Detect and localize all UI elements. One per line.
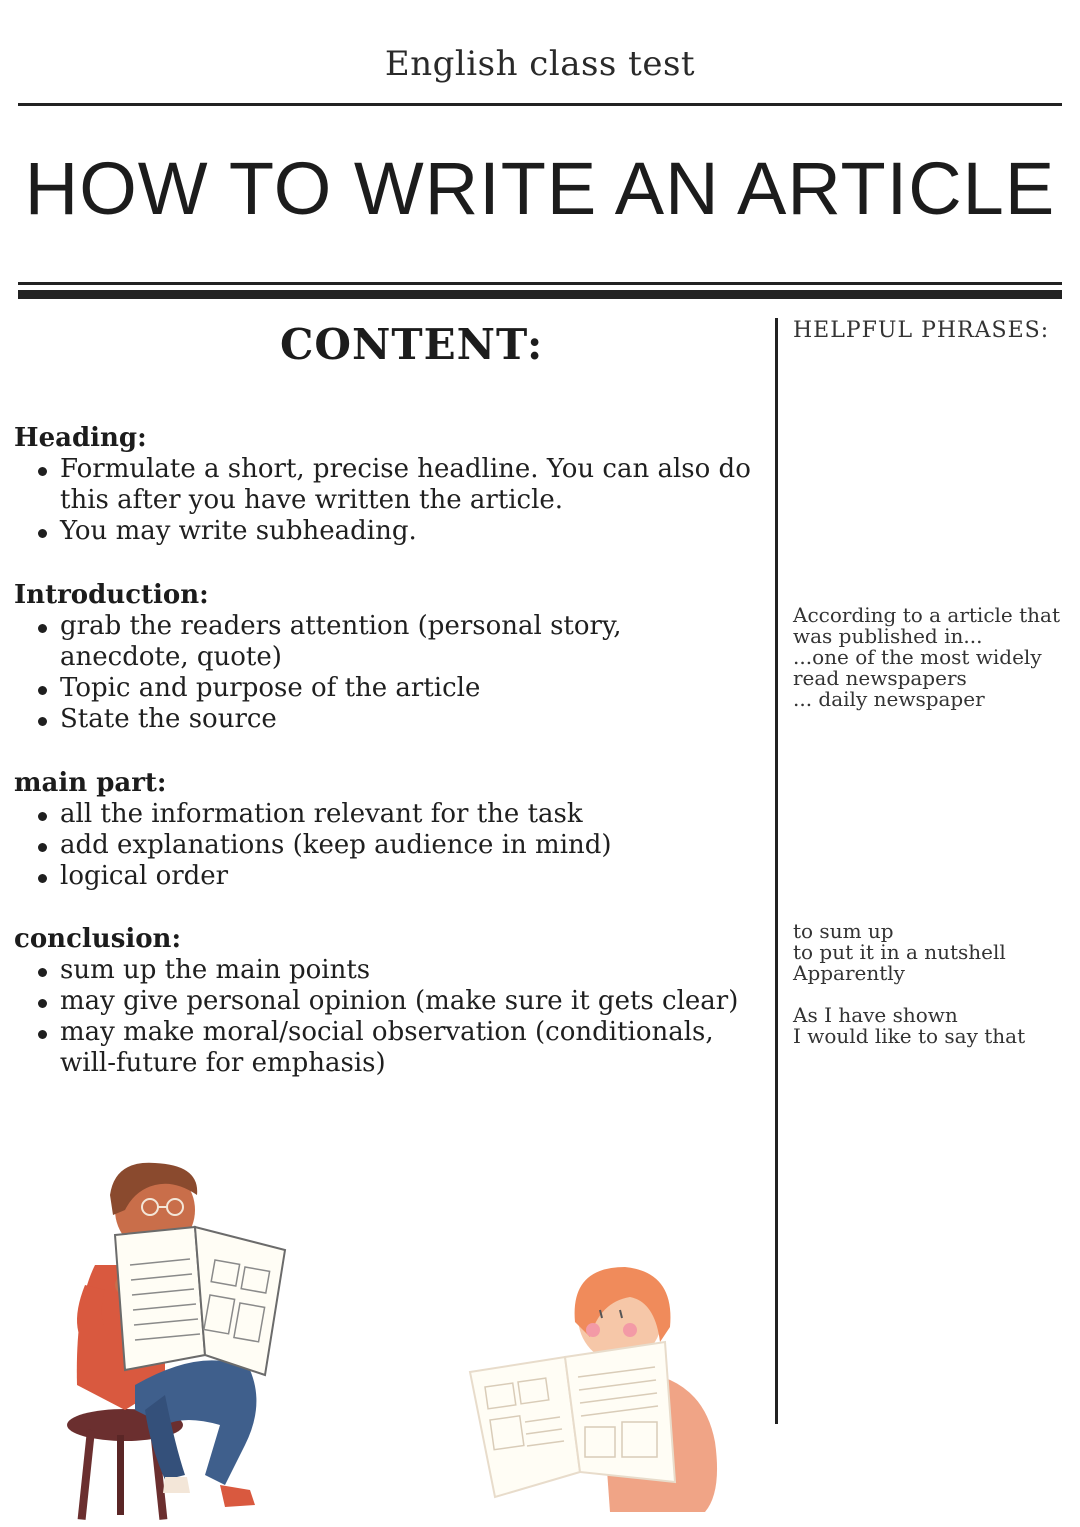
section-title: Heading: [14, 423, 147, 453]
section-heading [14, 423, 774, 547]
section-title: conclusion: [14, 924, 182, 954]
bullet-item: State the source [14, 704, 774, 735]
phrase-line: Apparently [793, 961, 905, 985]
woman-reading-newspaper-illustration [460, 1262, 730, 1512]
title-divider-thick [18, 290, 1062, 299]
bullet-item: logical order [14, 861, 774, 892]
section-main-part [14, 768, 774, 892]
bullet-list [14, 611, 774, 735]
bullet-list [14, 454, 774, 547]
content-heading: CONTENT: [280, 320, 544, 369]
phrase-line: I would like to say that [793, 1024, 1026, 1048]
phrase-spacer [793, 984, 1078, 1005]
bullet-item: Topic and purpose of the article [14, 673, 774, 704]
bullet-item: You may write subheading. [14, 516, 774, 547]
phrases-introduction [793, 605, 1078, 710]
title-divider-thin [18, 282, 1062, 285]
phrase-line: According to a article that [793, 603, 1060, 627]
phrase-line: ...one of the most widely [793, 645, 1042, 669]
section-title: Introduction: [14, 580, 209, 610]
bullet-item: add explanations (keep audience in mind) [14, 830, 774, 861]
bullet-item: Formulate a short, precise headline. You can also do this after you have written the article. [14, 454, 774, 516]
bullet-item: may make moral/social observation (conditionals, will-future for emphasis) [14, 1017, 750, 1079]
column-divider [775, 318, 778, 1424]
phrase-line: read newspapers [793, 666, 967, 690]
bullet-list [14, 955, 774, 1079]
section-conclusion [14, 924, 774, 1079]
bullet-item: grab the readers attention (personal story, anecdote, quote) [14, 611, 660, 673]
bullet-item: sum up the main points [14, 955, 774, 986]
phrase-line: to put it in a nutshell [793, 940, 1006, 964]
section-title: main part: [14, 768, 167, 798]
bullet-item: all the information relevant for the task [14, 799, 774, 830]
phrases-conclusion [793, 921, 1078, 1047]
phrase-line: As I have shown [793, 1003, 958, 1027]
top-divider [18, 103, 1062, 106]
phrase-line: was published in... [793, 624, 983, 648]
bullet-list [14, 799, 774, 892]
page-title: HOW TO WRITE AN ARTICLE [24, 147, 1056, 230]
phrases-heading: HELPFUL PHRASES: [793, 318, 1050, 343]
phrase-line: ... daily newspaper [793, 687, 985, 711]
page-subtitle: English class test [384, 44, 696, 84]
bullet-item: may give personal opinion (make sure it gets clear) [14, 986, 774, 1017]
man-reading-newspaper-illustration [55, 1155, 315, 1525]
section-introduction [14, 580, 774, 735]
phrase-line: to sum up [793, 919, 894, 943]
